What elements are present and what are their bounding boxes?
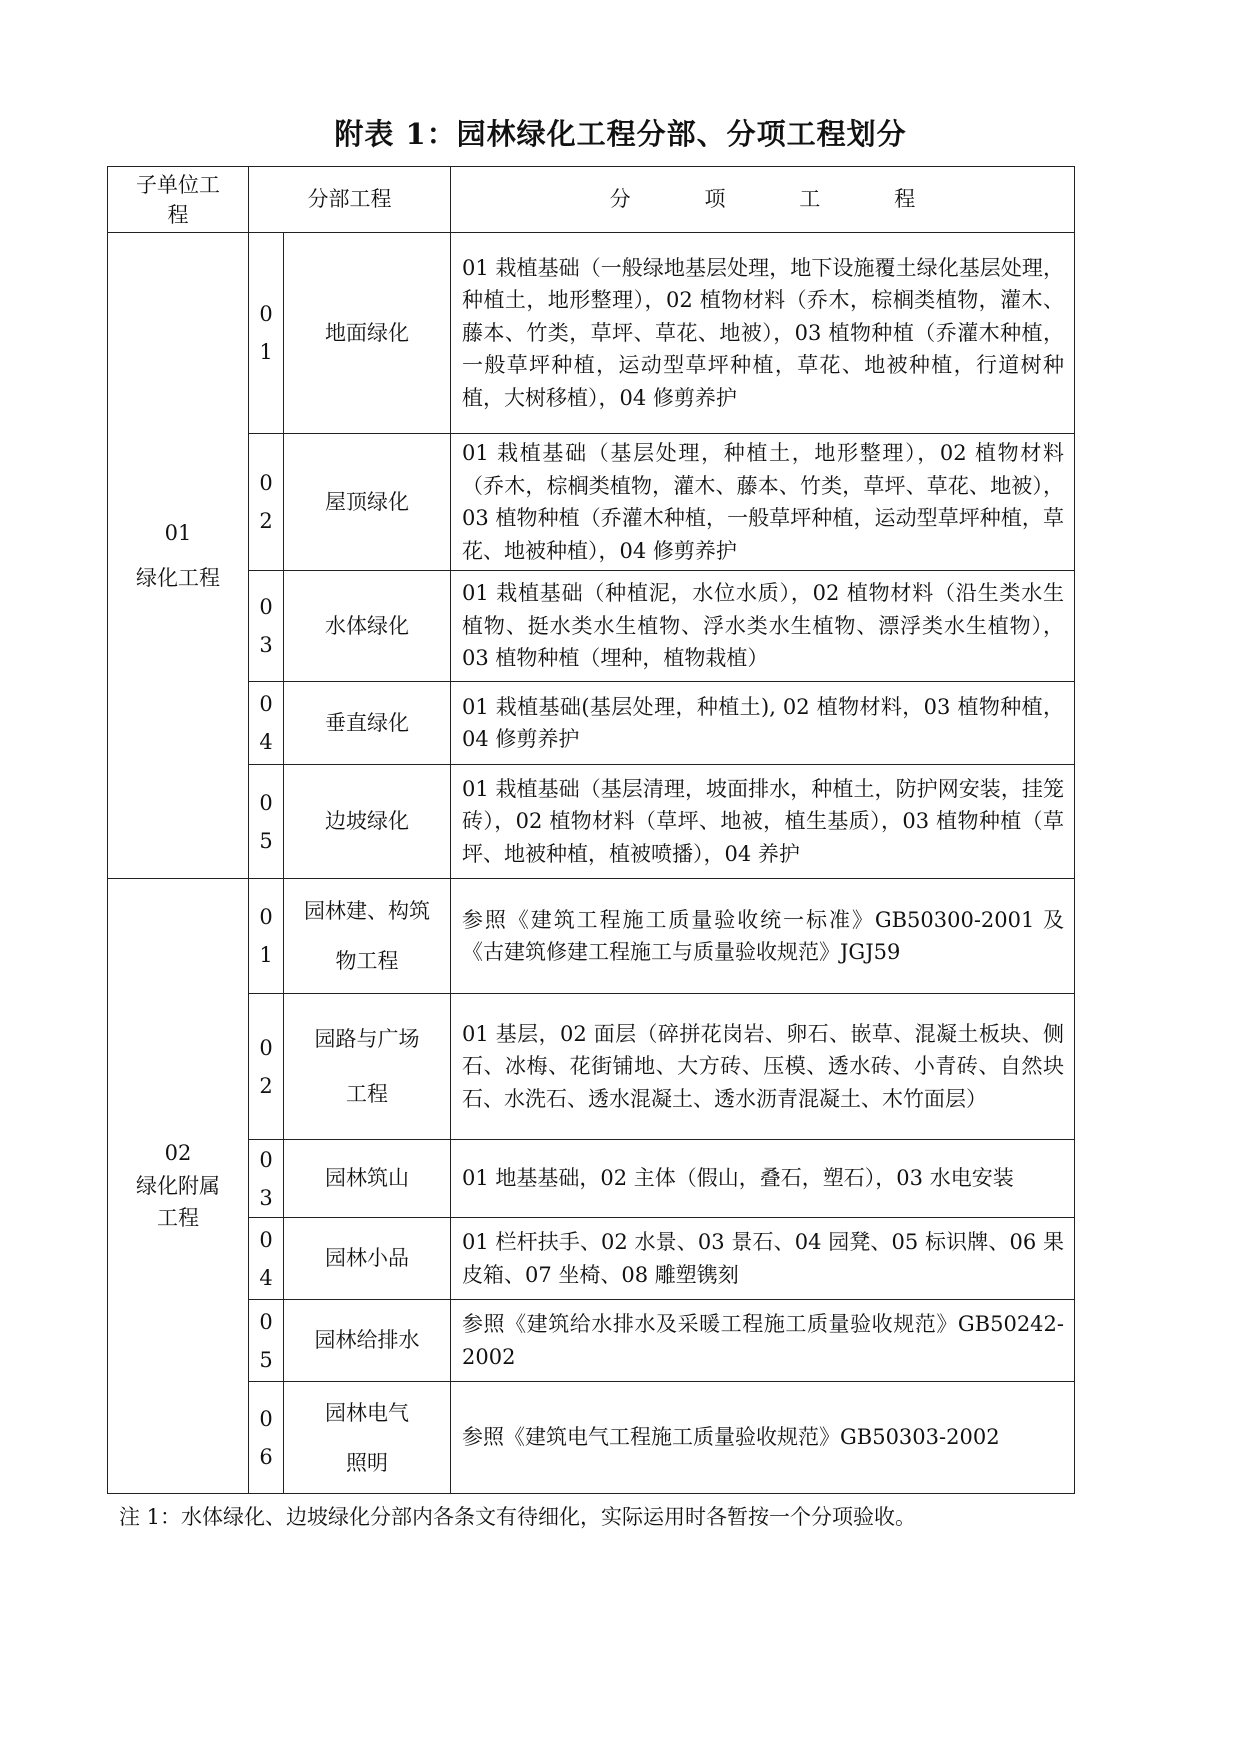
subitem-detail: 参照《建筑电气工程施工质量验收规范》GB50303-2002	[451, 1382, 1075, 1494]
subitem-detail: 01 栏杆扶手、02 水景、03 景石、04 园凳、05 标识牌、06 果皮箱、07 坐椅、08 雕塑镌刻	[451, 1218, 1075, 1300]
subitem-detail: 01 栽植基础（基层清理，坡面排水，种植土，防护网安装，挂笼砖），02 植物材料（草坪、地被，植生基质），03 植物种植（草坪、地被种植，植被喷播），04 养护	[451, 765, 1075, 879]
division-number: 0 2	[249, 994, 284, 1140]
table-row	[108, 1300, 1075, 1382]
division-name: 屋顶绿化	[284, 434, 451, 571]
unit-code: 01	[164, 521, 192, 545]
division-name: 园林电气照明	[284, 1382, 451, 1494]
unit-cell	[108, 879, 249, 1494]
division-name: 园林小品	[284, 1218, 451, 1300]
table-row	[108, 1140, 1075, 1218]
division-number: 0 3	[249, 571, 284, 682]
unit-code: 02	[164, 1141, 192, 1166]
division-number: 0 6	[249, 1382, 284, 1494]
table-row	[108, 434, 1075, 571]
division-name: 水体绿化	[284, 571, 451, 682]
table-row	[108, 682, 1075, 765]
division-number: 0 5	[249, 1300, 284, 1382]
table-row	[108, 1382, 1075, 1494]
unit-name: 绿化附属工程	[136, 1173, 220, 1231]
table-row	[108, 994, 1075, 1140]
table-row	[108, 879, 1075, 994]
footnote: 注 1：水体绿化、边坡绿化分部内各条文有待细化，实际运用时各暂按一个分项验收。	[119, 1505, 917, 1529]
division-number: 0 3	[249, 1140, 284, 1218]
division-table	[107, 166, 1075, 1494]
subitem-detail: 01 栽植基础（一般绿地基层处理，地下设施覆土绿化基层处理，种植土，地形整理），02 植物材料（乔木，棕榈类植物，灌木、藤本、竹类，草坪、草花、地被），03 植物种植（乔灌木种植，一般草坪种植，运动型草坪种植，草花、地被种植，行道树种植，大树移植），04 修剪养护	[451, 233, 1075, 434]
division-number: 0 2	[249, 434, 284, 571]
header-division: 分部工程	[249, 167, 451, 233]
division-name: 园路与广场工程	[284, 994, 451, 1140]
division-number: 0 4	[249, 682, 284, 765]
division-name: 园林筑山	[284, 1140, 451, 1218]
table-row	[108, 765, 1075, 879]
division-name: 边坡绿化	[284, 765, 451, 879]
page-title: 附表 1：园林绿化工程分部、分项工程划分	[334, 117, 907, 151]
subitem-detail: 参照《建筑给水排水及采暖工程施工质量验收规范》GB50242-2002	[451, 1300, 1075, 1382]
division-name: 园林建、构筑物工程	[284, 879, 451, 994]
table-row	[108, 571, 1075, 682]
division-name: 园林给排水	[284, 1300, 451, 1382]
subitem-detail: 01 地基基础，02 主体（假山，叠石，塑石），03 水电安装	[451, 1140, 1075, 1218]
header-subitem: 分 项 工 程	[451, 167, 1075, 233]
unit-cell	[108, 233, 249, 879]
division-number: 0 1	[249, 233, 284, 434]
header-row	[108, 167, 1075, 233]
subitem-detail: 01 栽植基础（基层处理，种植土，地形整理），02 植物材料（乔木，棕榈类植物，灌木、藤本、竹类，草坪、草花、地被），03 植物种植（乔灌木种植，一般草坪种植，运动型草坪种植，草花、地被种植），04 修剪养护	[451, 434, 1075, 571]
division-number: 0 4	[249, 1218, 284, 1300]
subitem-detail: 01 栽植基础(基层处理，种植土), 02 植物材料，03 植物种植，04 修剪养护	[451, 682, 1075, 765]
header-unit: 子单位工程	[108, 167, 249, 233]
division-number: 0 1	[249, 879, 284, 994]
subitem-detail: 01 基层，02 面层（碎拼花岗岩、卵石、嵌草、混凝土板块、侧石、冰梅、花街铺地、大方砖、压模、透水砖、小青砖、自然块石、水洗石、透水混凝土、透水沥青混凝土、木竹面层）	[451, 994, 1075, 1140]
subitem-detail: 01 栽植基础（种植泥，水位水质），02 植物材料（沿生类水生植物、挺水类水生植物、浮水类水生植物、漂浮类水生植物），03 植物种植（埋种，植物栽植）	[451, 571, 1075, 682]
division-name: 地面绿化	[284, 233, 451, 434]
division-name: 垂直绿化	[284, 682, 451, 765]
subitem-detail: 参照《建筑工程施工质量验收统一标准》GB50300-2001 及《古建筑修建工程施工与质量验收规范》JGJ59	[451, 879, 1075, 994]
table-row	[108, 233, 1075, 434]
division-number: 0 5	[249, 765, 284, 879]
unit-name: 绿化工程	[136, 565, 220, 590]
table-row	[108, 1218, 1075, 1300]
